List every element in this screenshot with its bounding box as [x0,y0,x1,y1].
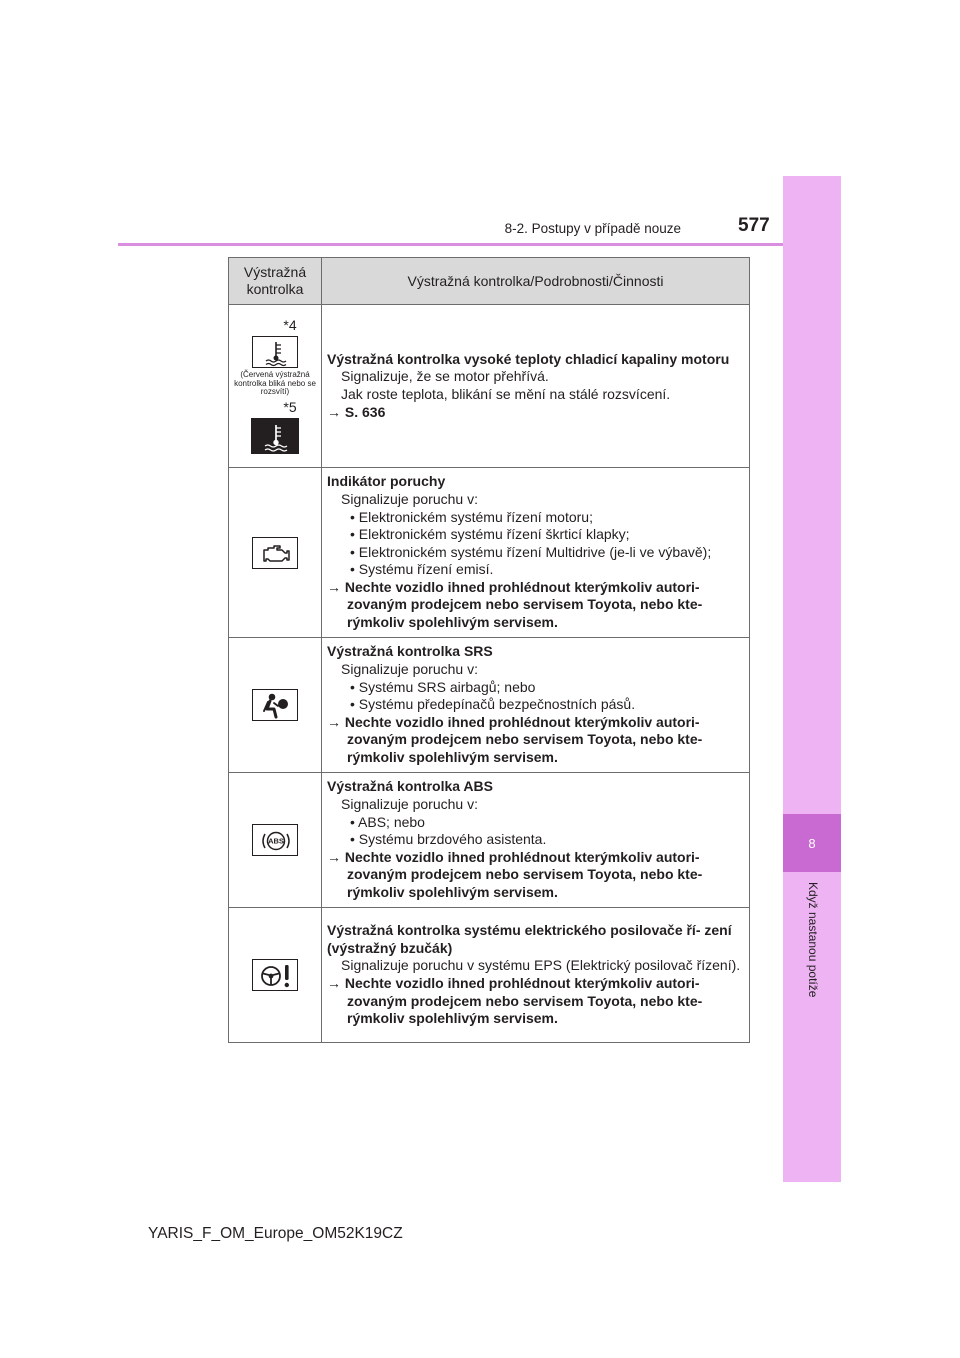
table-row [229,908,750,1043]
light-description: Jak roste teplota, blikání se mění na stálé rozsvícení. [341,386,671,402]
icon-cell [229,908,322,1043]
light-description: Signalizuje poruchu v: [341,661,478,678]
list-item: Elektronickém systému řízení Multidrive (je-li ve výbavě); [358,543,712,560]
arrow-icon: → [327,713,341,730]
light-description: Signalizuje, že se motor přehřívá. [341,368,549,385]
arrow-icon: → [327,403,341,420]
action-text: Nechte vozidlo ihned prohlédnout kterýmkoliv autori- zovaným prodejcem nebo servisem Toyota, nebo kte- rýmkoliv spolehlivým servisem. [344,713,703,765]
list-item: Systému předepínačů bezpečnostních pásů. [358,696,636,713]
table-row [229,305,750,468]
icon-caption: (Červená výstražná kontrolka bliká nebo se rozsvítí) [234,370,316,397]
arrow-icon: → [327,848,341,865]
arrow-icon: → [327,975,341,991]
airbag-icon [252,689,298,721]
list-item: Systému řízení emisí. [358,561,494,578]
page-number: 577 [738,215,770,236]
light-title: Výstražná kontrolka vysoké teploty chladicí kapaliny motoru [327,350,730,367]
arrow-icon: → [327,578,341,595]
table-row [229,468,750,638]
light-title: Výstražná kontrolka SRS [327,643,493,660]
footnote-mark: *5 [283,398,297,415]
warning-lights-table [228,257,750,1043]
light-description: Signalizuje poruchu v systému EPS (Elektrický posilovač řízení). [341,957,741,974]
steering-warning-icon [252,959,298,991]
list-item: Elektronickém systému řízení škrticí klapky; [358,526,630,543]
list-item: Systému SRS airbagů; nebo [358,678,536,695]
coolant-temperature-icon [251,418,299,454]
icon-cell [229,305,322,468]
header-rule [118,243,840,246]
table-row [229,638,750,773]
list-item: Systému brzdového asistenta. [358,831,547,848]
document-code: YARIS_F_OM_Europe_OM52K19CZ [148,1225,403,1242]
chapter-title: Když nastanou potíže [806,882,820,998]
icon-cell [229,773,322,908]
light-description: Signalizuje poruchu v: [341,490,478,507]
icon-cell [229,468,322,638]
light-description: Signalizuje poruchu v: [341,796,478,813]
list-item: ABS; nebo [358,813,425,830]
column-header-details: Výstražná kontrolka/Podrobnosti/Činnosti [322,258,750,305]
chapter-number: 8 [783,814,841,872]
footnote-mark: *4 [283,317,297,334]
description-cell [322,908,750,1043]
description-cell: Indikátor poruchy Signalizuje poruchu v: • Elektronickém systému řízení motoru; • Elektronickém systému řízení škrticí klapky; • Elektronickém systému řízení Multidrive (je-li ve výbavě); • Systému řízení emisí. → Nechte vozidlo ihned prohlédnout kterýmkoliv autori- zovaným prodejcem nebo servisem Toyota, nebo kte- rýmkoliv spolehlivým servisem. [322,468,750,638]
action-text: Nechte vozidlo ihned prohlédnout kterýmkoliv autori- zovaným prodejcem nebo servisem Toyota, nebo kte- rýmkoliv spolehlivým servisem. [344,975,703,1027]
abs-icon-label: ABS [268,836,284,846]
column-header-light: Výstražná kontrolka [229,258,322,305]
chapter-side-tab [783,176,841,1182]
action-text: Nechte vozidlo ihned prohlédnout kterýmkoliv autori- zovaným prodejcem nebo servisem Toyota, nebo kte- rýmkoliv spolehlivým servisem. [344,848,703,900]
section-title: 8-2. Postupy v případě nouze [504,221,681,236]
light-title: Výstražná kontrolka ABS [327,778,493,795]
check-engine-icon [252,537,298,569]
table-header-row [229,258,750,305]
light-title: Výstražná kontrolka systému elektrického posilovače ří- zení (výstražný bzučák) [327,922,732,956]
description-cell: Výstražná kontrolka SRS Signalizuje poruchu v: • Systému SRS airbagů; nebo • Systému předepínačů bezpečnostních pásů. → Nechte vozidlo ihned prohlédnout kterýmkoliv autori- zovaným prodejcem nebo servisem Toyota, nebo kte- rýmkoliv spolehlivým servisem. [322,638,750,773]
list-item: Elektronickém systému řízení motoru; [358,508,593,525]
icon-cell [229,638,322,773]
description-cell [322,305,750,468]
light-title: Indikátor poruchy [327,473,446,490]
table-row [229,773,750,908]
description-cell: Výstražná kontrolka ABS Signalizuje poruchu v: • ABS; nebo • Systému brzdového asistenta. → Nechte vozidlo ihned prohlédnout kterýmkoliv autori- zovaným prodejcem nebo servisem Toyota, nebo kte- rýmkoliv spolehlivým servisem. [322,773,750,908]
coolant-temperature-icon [252,336,298,368]
page-reference: S. 636 [344,403,386,420]
action-text: Nechte vozidlo ihned prohlédnout kterýmkoliv autori- zovaným prodejcem nebo servisem Toyota, nebo kte- rýmkoliv spolehlivým servisem. [344,578,703,631]
abs-icon [252,824,298,856]
